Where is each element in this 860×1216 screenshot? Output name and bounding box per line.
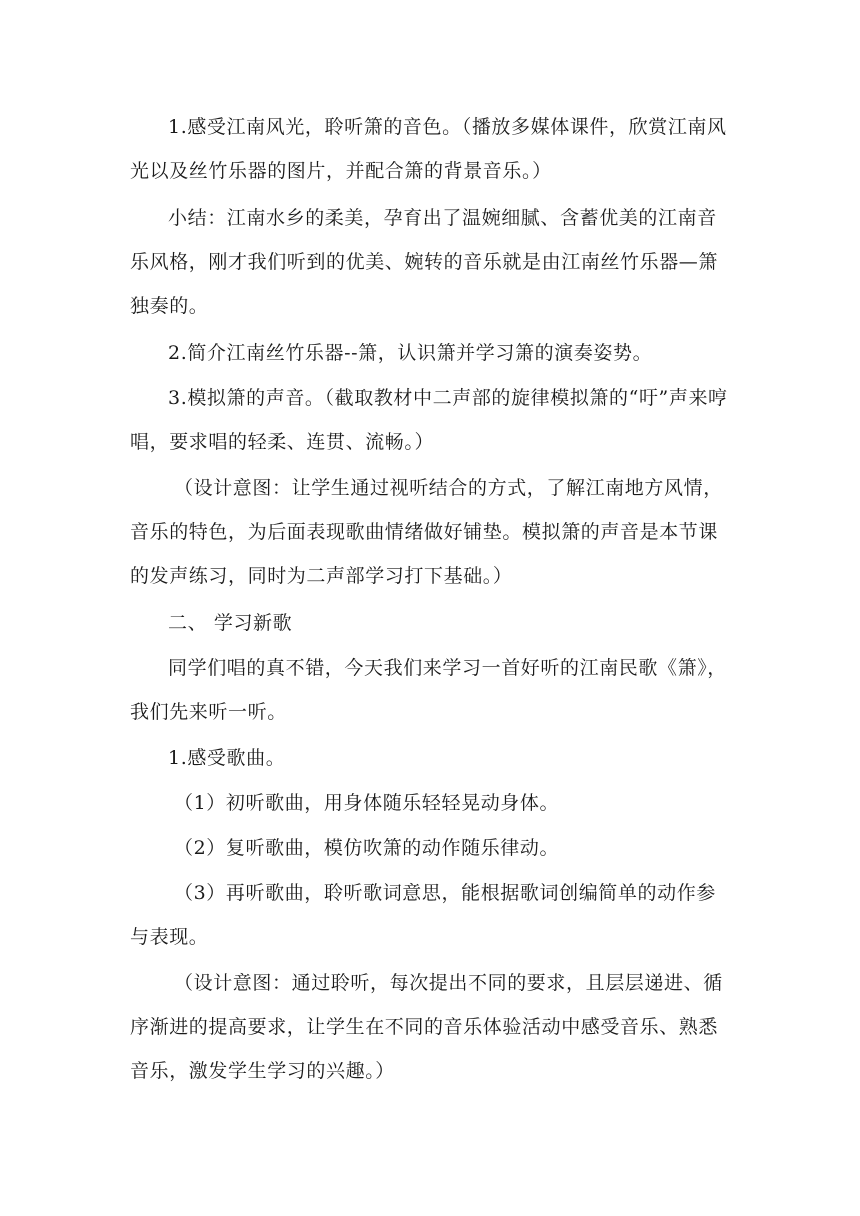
paragraph-listen-3: （3）再听歌曲，聆听歌词意思，能根据歌词创编简单的动作参与表现。 [130, 882, 716, 948]
paragraph-feel-song: 1.感受歌曲。 [168, 747, 286, 769]
paragraph-summary: 小结：江南水乡的柔美，孕育出了温婉细腻、含蓄优美的江南音乐风格，刚才我们听到的优美、婉转的音乐就是由江南丝竹乐器—箫独奏的。 [130, 207, 719, 317]
section-heading: 二、 学习新歌 [168, 612, 293, 634]
paragraph-step-1: 1.感受江南风光，聆听箫的音色。（播放多媒体课件，欣赏江南风光以及丝竹乐器的图片，并配合箫的背景音乐。） [130, 116, 727, 182]
paragraph-listen-2: （2）复听歌曲，模仿吹箫的动作随乐律动。 [174, 837, 560, 859]
paragraph-step-2: 2.简介江南丝竹乐器--箫，认识箫并学习箫的演奏姿势。 [168, 342, 653, 364]
paragraph-listen-1: （1）初听歌曲，用身体随乐轻轻晃动身体。 [174, 792, 560, 814]
paragraph-intro: 同学们唱的真不错，今天我们来学习一首好听的江南民歌《箫》，我们先来听一听。 [130, 657, 727, 723]
paragraph-design-intent-2: （设计意图：通过聆听，每次提出不同的要求，且层层递进、循序渐进的提高要求，让学生在不同的音乐体验活动中感受音乐、熟悉音乐，激发学生学习的兴趣。） [130, 972, 723, 1082]
paragraph-step-3: 3.模拟箫的声音。（截取教材中二声部的旋律模拟箫的“吁”声来哼唱，要求唱的轻柔、连贯、流畅。） [130, 387, 728, 453]
paragraph-design-intent-1: （设计意图：让学生通过视听结合的方式，了解江南地方风情，音乐的特色，为后面表现歌曲情绪做好铺垫。模拟箫的声音是本节课的发声练习，同时为二声部学习打下基础。） [130, 477, 723, 587]
